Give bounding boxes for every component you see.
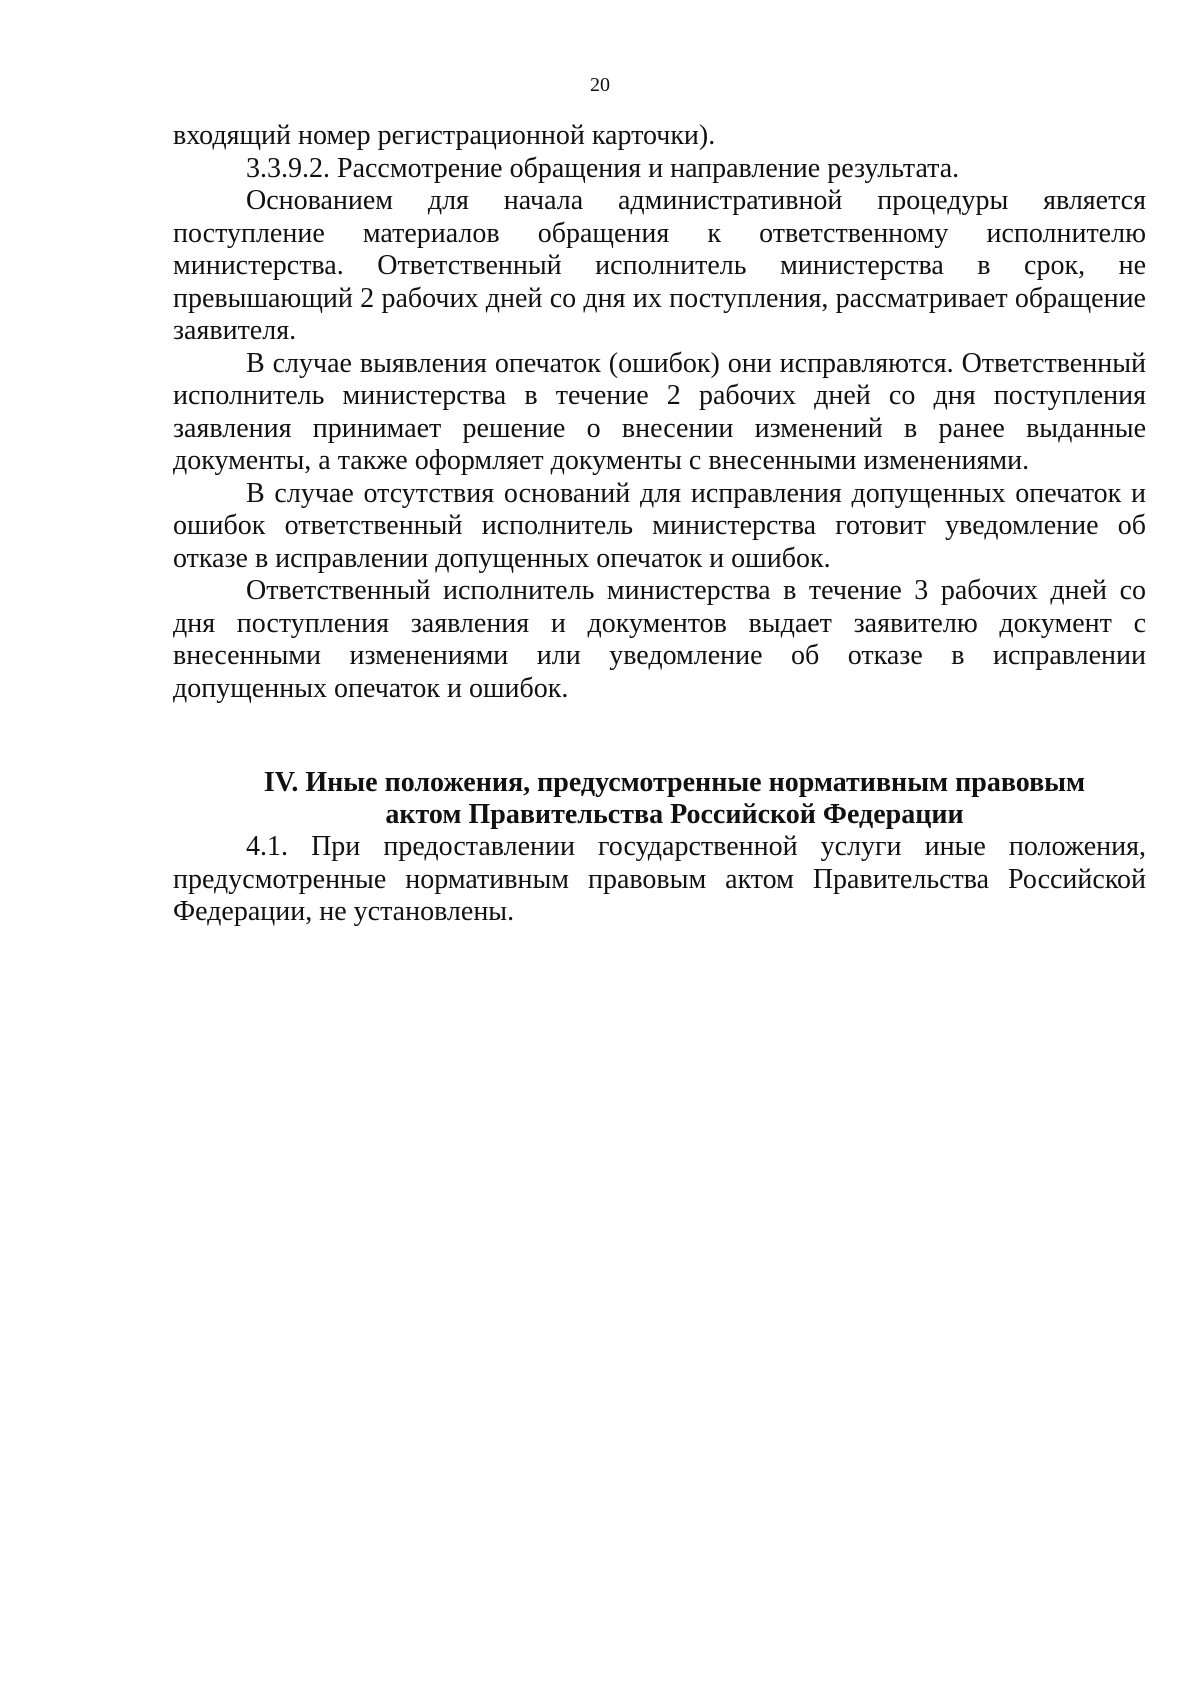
document-body	[173, 120, 1146, 929]
paragraph-subsection-title: 3.3.9.2. Рассмотрение обращения и направление результата.	[246, 152, 960, 184]
page-number: 20	[590, 74, 610, 96]
section-heading-line-2: актом Правительства Российской Федерации	[385, 799, 964, 830]
paragraph-continuation: входящий номер регистрационной карточки).	[173, 120, 716, 151]
section-heading-line-1: IV. Иные положения, предусмотренные нормативным правовым	[263, 767, 1086, 798]
paragraph-basis: Основанием для начала административной процедуры является поступление материалов обращения к ответственному исполнителю министерства. Ответственный исполнитель министерства в срок, не превышающий 2 рабочих дней со дня их поступления, рассматривает обращение заявителя.	[173, 185, 1146, 346]
section-heading	[173, 767, 1146, 831]
paragraph-refusal-notice: В случае отсутствия оснований для исправления допущенных опечаток и ошибок ответственный исполнитель министерства готовит уведомление об отказе в исправлении допущенных опечаток и ошибок.	[173, 477, 1146, 574]
paragraph-issuance: Ответственный исполнитель министерства в течение 3 рабочих дней со дня поступления заявления и документов выдает заявителю документ с внесенными изменениями или уведомление об отказе в исправлении допущенных опечаток и ошибок.	[173, 575, 1146, 704]
paragraph-typos-correction: В случае выявления опечаток (ошибок) они исправляются. Ответственный исполнитель министерства в течение 2 рабочих дней со дня поступления заявления принимает решение о внесении изменений в ранее выданные документы, а также оформляет документы с внесенными изменениями.	[173, 347, 1146, 476]
paragraph-section-4-1: 4.1. При предоставлении государственной услуги иные положения, предусмотренные нормативным правовым актом Правительства Российской Федерации, не установлены.	[173, 831, 1146, 927]
